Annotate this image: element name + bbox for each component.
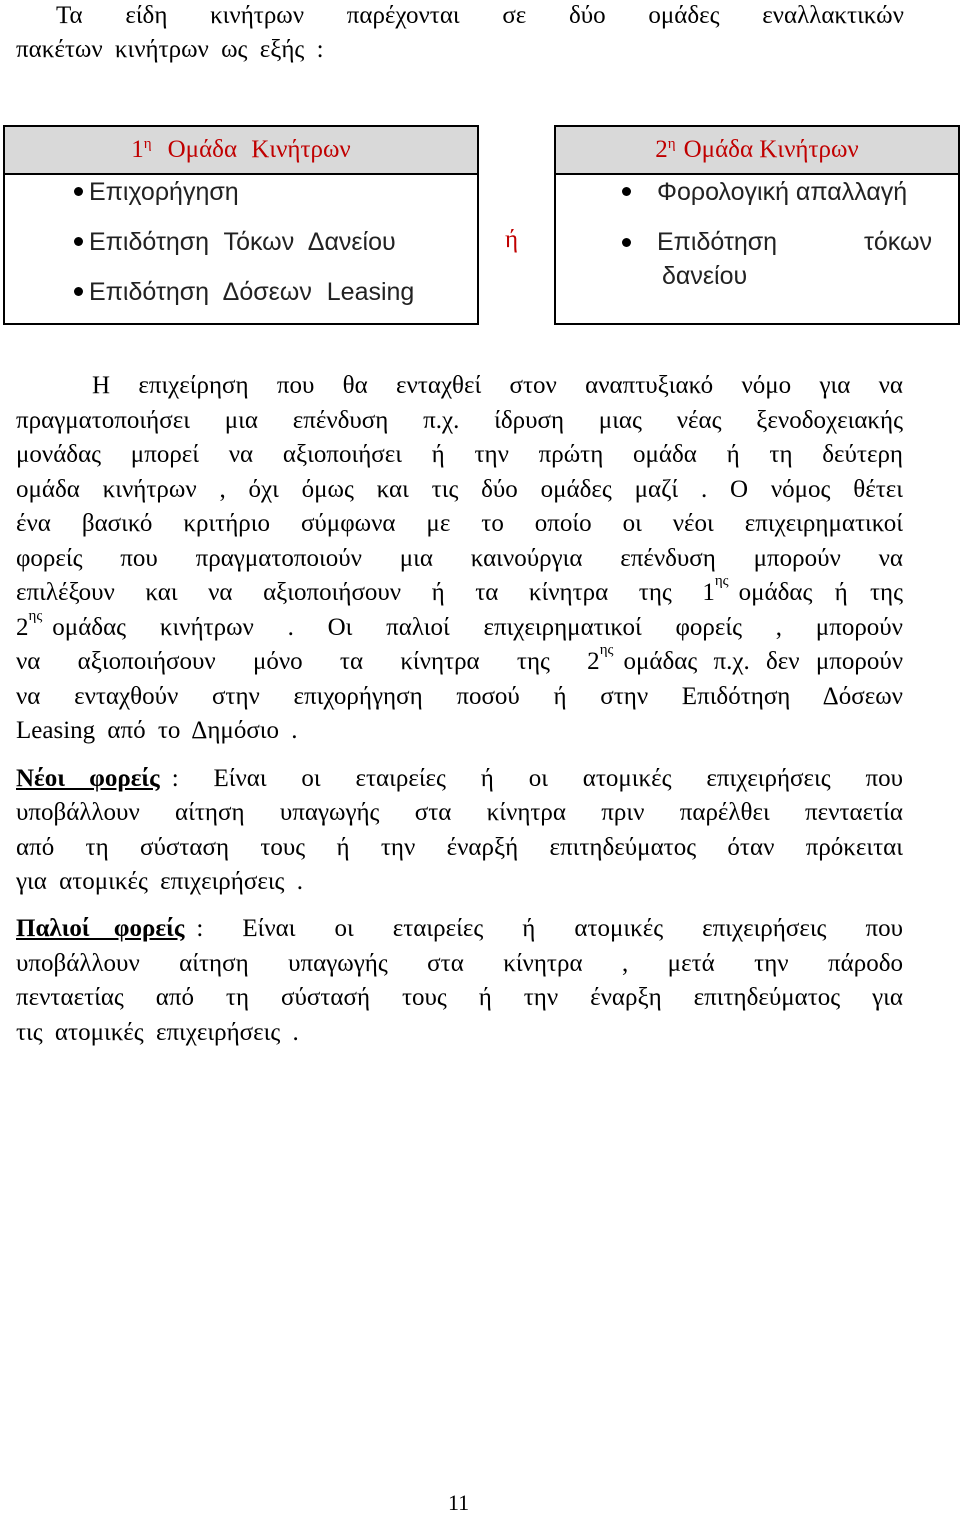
bullet-icon (74, 287, 83, 296)
definition-text: από τη σύσταση τους ή την έναρξή επιτηδεύματος όταν πρόκειται (16, 834, 903, 861)
paragraph-text: ένα βασικό κριτήριο σύμφωνα με το οποίο οι νέοι επιχειρηματικοί (16, 510, 903, 537)
paragraph-line (16, 642, 903, 676)
paragraph-text: ομάδας π.χ. δεν μπορούν (623, 648, 903, 675)
paragraph-line (16, 510, 903, 538)
definition-text: υποβάλλουν αίτηση υπαγωγής στα κίνητρα , μετά την πάροδο (16, 950, 903, 977)
paragraph-text: να ενταχθούν στην επιχορήγηση ποσού ή στην Επιδότηση Δόσεων (16, 683, 903, 710)
group-2-item-label: Επιδότηση τόκων (657, 228, 932, 256)
definition-text: : Είναι οι εταιρείες ή ατομικές επιχειρήσεις που (196, 915, 903, 942)
ordinal-sup: ης (28, 608, 43, 624)
incentive-group-2-box (554, 125, 960, 325)
bullet-icon (74, 237, 83, 246)
bullet-icon (622, 238, 631, 247)
group-1-item (74, 228, 396, 257)
intro-line-1 (56, 2, 904, 30)
intro-word: παρέχονται (346, 2, 460, 29)
paragraph-text: φορείς που πραγματοποιούν μια καινούργια επένδυση μπορούν να (16, 545, 903, 572)
paragraph-text: μονάδας μπορεί να αξιοποιήσει ή την πρώτη ομάδα ή τη δεύτερη (16, 441, 903, 468)
group-2-item-label: Φορολογική απαλλαγή (657, 178, 908, 206)
group-2-title: Ομάδα Κινήτρων (683, 136, 859, 163)
definition-text: υποβάλλουν αίτηση υπαγωγής στα κίνητρα πριν παρέλθει πενταετία (16, 799, 903, 826)
paragraph-line (16, 608, 903, 642)
group-1-item-label: Επιδότηση Δόσεων Leasing (89, 278, 415, 306)
group-1-item-label: Επιδότηση Τόκων Δανείου (89, 228, 396, 256)
paragraph-text-part (16, 573, 729, 607)
group-2-number: 2 (655, 136, 668, 163)
intro-word: ομάδες (648, 2, 720, 29)
group-1-number: 1 (131, 136, 144, 163)
page-number: 11 (448, 1490, 470, 1515)
group-1-item (74, 278, 414, 307)
paragraph-line (16, 407, 903, 435)
intro-word: εναλλακτικών (762, 2, 904, 29)
group-2-item (622, 228, 944, 257)
paragraph-text-part (16, 608, 43, 642)
paragraph-line (16, 683, 903, 711)
paragraph-line (16, 441, 903, 469)
paragraph-text: επιλέξουν και να αξιοποιήσουν ή τα κίνητρα της 1 (16, 579, 715, 606)
or-label: ή (505, 226, 519, 253)
new-entities-line: για ατομικές επιχειρήσεις . (16, 868, 303, 895)
intro-word: είδη (125, 2, 168, 29)
group-1-item-label: Επιχορήγηση (89, 178, 239, 206)
group-1-item (74, 178, 239, 207)
ordinal-sup: ης (714, 573, 729, 589)
new-entities-term: Νέοι φορείς (16, 765, 160, 792)
group-1-sup: η (143, 135, 152, 152)
paragraph-text-part (16, 642, 614, 676)
paragraph-text: ομάδα κινήτρων , όχι όμως και τις δύο ομάδες μαζί . Ο νόμος θέτει (16, 476, 903, 503)
intro-word: δύο (568, 2, 606, 29)
paragraph-text: ομάδας ή της (738, 579, 903, 606)
definition-text: : Είναι οι εταιρείες ή οι ατομικές επιχειρήσεις που (171, 765, 903, 792)
paragraph-line (16, 573, 903, 607)
paragraph-line (16, 545, 903, 573)
paragraph-text: 2 (16, 614, 29, 641)
group-2-item-continuation: δανείου (662, 262, 748, 290)
paragraph-text: ομάδας κινήτρων . Οι παλιοί επιχειρηματικοί φορείς , μπορούν (52, 614, 903, 641)
incentive-group-2-header (556, 127, 958, 175)
paragraph-line: Leasing από το Δημόσιο . (16, 717, 298, 744)
old-entities-line: τις ατομικές επιχειρήσεις . (16, 1019, 299, 1046)
bullet-icon (622, 187, 631, 196)
paragraph-text: πραγματοποιήσει μια επένδυση π.χ. ίδρυση μιας νέας ξενοδοχειακής (16, 407, 903, 434)
old-entities-term: Παλιοί φορείς (16, 915, 185, 942)
ordinal-sup: ης (599, 642, 614, 658)
bullet-icon (74, 187, 83, 196)
group-2-sup: η (667, 135, 676, 152)
intro-word: κινήτρων (210, 2, 305, 29)
paragraph-text: να αξιοποιήσουν μόνο τα κίνητρα της 2 (16, 648, 600, 675)
new-entities-line (16, 765, 903, 793)
paragraph-line (16, 476, 903, 504)
definition-text: πενταετίας από τη σύστασή τους ή την έναρξη επιτηδεύματος για (16, 984, 903, 1011)
new-entities-line (16, 799, 903, 827)
old-entities-line (16, 950, 903, 978)
paragraph-line (92, 372, 903, 400)
intro-word: σε (502, 2, 527, 29)
old-entities-line (16, 984, 903, 1012)
old-entities-line (16, 915, 903, 943)
incentive-group-1-header (5, 127, 477, 175)
paragraph-text: Η επιχείρηση που θα ενταχθεί στον αναπτυξιακό νόμο για να (92, 372, 903, 399)
intro-line-2: πακέτων κινήτρων ως εξής : (16, 36, 324, 63)
group-1-title: Ομάδα Κινήτρων (167, 136, 351, 163)
group-2-item (622, 178, 907, 207)
new-entities-line (16, 834, 903, 862)
intro-word: Τα (56, 2, 83, 29)
